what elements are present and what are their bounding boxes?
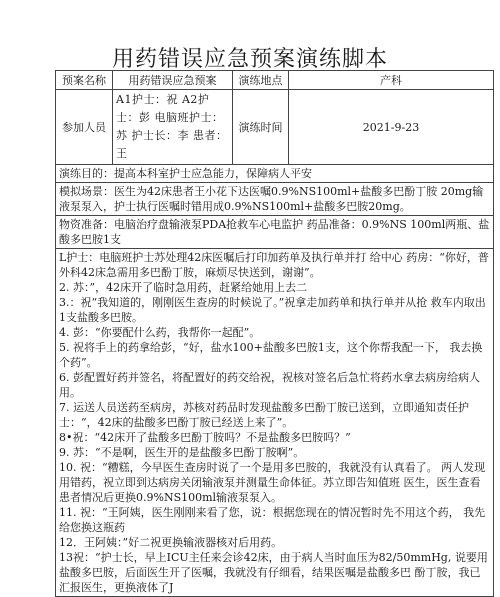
script-line: 12．王阿姨：”好二祝更换输液器核对后用药。 bbox=[59, 536, 283, 549]
case-name-label: 预案名称 bbox=[56, 71, 113, 90]
participants-row bbox=[56, 90, 494, 165]
script-line: 3.：祝“我知道的，刚刚医生查房的时候说了。”祝拿走加药单和执行单并从抢 救车内取出1支盐酸多巴胺。 bbox=[59, 296, 486, 324]
purpose-row bbox=[56, 165, 494, 183]
document-title: 用药错误应急预案演练脚本 bbox=[111, 47, 388, 72]
location-label: 演练地点 bbox=[233, 71, 289, 90]
drill-script-table bbox=[55, 70, 494, 597]
participants-value: A1护士：祝 A2护士：彭 电脑班护士：苏 护士长：李 患者：王 bbox=[113, 90, 233, 165]
scenario-row bbox=[56, 183, 494, 216]
script-line: 6. 彭配置好药并签名，将配置好的药交给祝，祝核对签名后急忙将药水拿去病房给病人用。 bbox=[59, 371, 480, 399]
script-line: L护士：电脑班护士苏处理42床医嘱后打印加药单及执行单并打 给中心 药房：“你好，普外科42床急需用多巴酚丁胺，麻烦尽快送到，谢谢”。 bbox=[59, 251, 489, 279]
script-body bbox=[56, 249, 494, 597]
header-row bbox=[56, 71, 494, 90]
purpose-text: 演练目的：提高本科室护士应急能力，保障病人平安 bbox=[56, 165, 494, 183]
script-line: 4. 彭：“你要配什么药，我帮你一起配”。 bbox=[59, 326, 261, 339]
materials-text: 物资准备：电脑治疗盘输液泵PDA抢救车心电监护 药品准备：0.9%NS 100ml两瓶、盐酸多巴胺1支 bbox=[56, 216, 494, 249]
script-line: 7. 运送人员送药至病房，苏核对药品时发现盐酸多巴酚丁胺已送到，立即通知责任护士：“，42床的盐酸多巴酚丁胺已经送上来了”。 bbox=[59, 401, 469, 429]
time-label: 演练时间 bbox=[233, 90, 289, 165]
location-value: 产科 bbox=[289, 71, 494, 90]
script-line: 9. 苏：“不是啊，医生开的是盐酸多巴酚丁胺啊”。 bbox=[59, 446, 305, 459]
case-name-value: 用药错误应急预案 bbox=[113, 71, 233, 90]
script-line: 5. 祝将手上的药拿给彭，“好，盐水100+盐酸多巴胺1支，这个你帮我配一下， 我去换个药”。 bbox=[59, 341, 483, 369]
participants-label: 参加人员 bbox=[56, 90, 113, 165]
script-line: 11. 祝：“王阿姨，医生刚刚来看了您，说：根据您现在的情况暂时先不用这个药， 我先给您换这瓶药 bbox=[59, 506, 486, 534]
scenario-text: 模拟场景：医生为42床患者王小花下达医嘱0.9%NS100ml+盐酸多巴酚丁胺 20mg输液泵泵入，护士执行医嘱时错用成0.9%NS100ml+盐酸多巴胺20mg。 bbox=[56, 183, 494, 216]
script-line: 8•祝：“42床开了盐酸多巴酚丁胺吗？不是盐酸多巴胺吗？” bbox=[59, 431, 351, 444]
materials-row bbox=[56, 216, 494, 249]
script-line: 13祝：“护士长，早上ICU主任来会诊42床，由于病人当时血压为82/50mmHg, 说要用盐酸多巴胺，后面医生开了医嘱，我就没有仔细看，结果医嘱是盐酸多巴 酚丁胺，我已汇报医生，更换液体了J bbox=[59, 551, 488, 594]
script-line: 10. 祝：“糟糕，今早医生查房时说了一个是用多巴胺的，我就没有认真看了。 两人发现用错药，祝立即到达病房关闭输液泵并测量生命体征。苏立即告知值班 医生，医生查看患者情况后更换0.9%NS100ml输液泵泵入。 bbox=[59, 461, 486, 504]
script-row bbox=[56, 249, 494, 597]
time-value: 2021-9-23 bbox=[289, 90, 494, 165]
script-line: 2. 苏：”，42床开了临时急用药，赶紧给她用上去二 bbox=[59, 281, 308, 294]
